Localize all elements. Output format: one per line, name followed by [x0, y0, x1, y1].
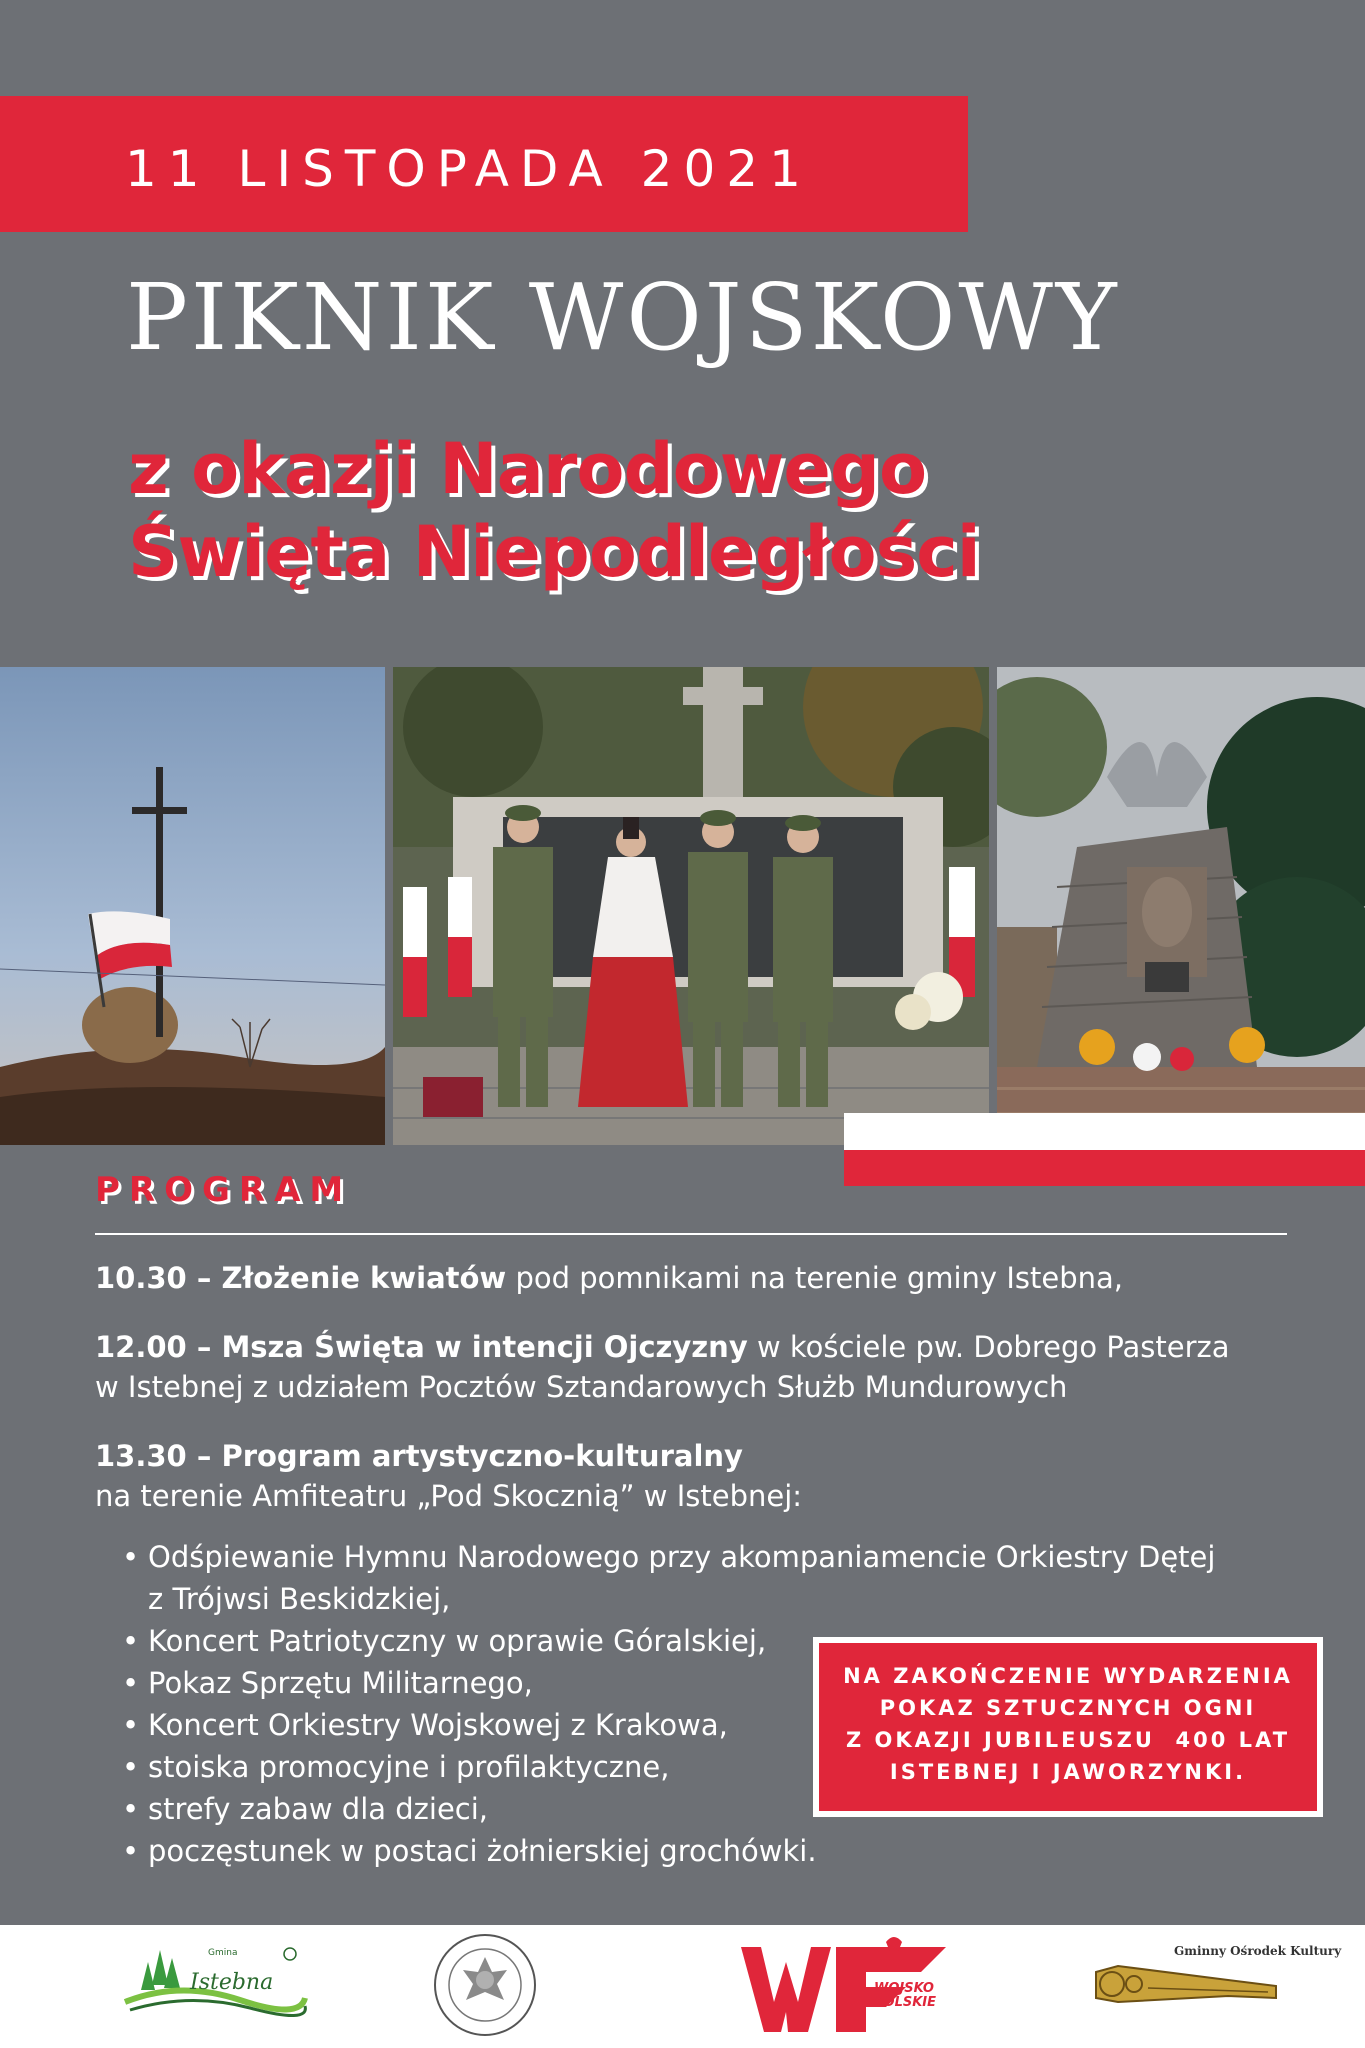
wojsko-polskie-line-1: WOJSKO	[874, 1981, 934, 1996]
subtitle-line-1: z okazji Narodowego	[128, 428, 927, 510]
program-item-3: 13.30 – Program artystyczno-kulturalny na terenie Amfiteatru „Pod Skocznią” w Istebnej:	[95, 1436, 802, 1516]
list-item: • poczęstunek w postaci żołnierskiej grochówki.	[118, 1830, 1215, 1872]
program-item-3-rest: na terenie Amfiteatru „Pod Skocznią” w Istebnej:	[95, 1479, 803, 1513]
wojsko-polskie-text	[874, 1982, 936, 2010]
program-item-3-title: Program artystyczno-kulturalny	[221, 1439, 743, 1473]
note-line-4: ISTEBNEJ I JAWORZYNKI.	[889, 1760, 1247, 1784]
istebna-logo	[120, 1940, 310, 2030]
gok-logo-text: Gminny Ośrodek Kultury	[1174, 1944, 1342, 1958]
list-item: • Odśpiewanie Hymnu Narodowego przy akompaniamencie Orkiestry Dętej	[118, 1536, 1215, 1578]
program-item-3-time: 13.30	[95, 1439, 187, 1473]
fireworks-note-text	[819, 1660, 1317, 1788]
list-item-continuation: z Trójwsi Beskidzkiej,	[148, 1582, 451, 1616]
list-item: • Pokaz Sprzętu Militarnego,	[118, 1662, 1215, 1704]
photo-eagle-monument	[997, 667, 1365, 1145]
note-line-2: POKAZ SZTUCZNYCH OGNI	[879, 1696, 1257, 1720]
note-line-3: Z OKAZJI JUBILEUSZU 400 LAT	[845, 1728, 1291, 1752]
event-subtitle	[128, 428, 980, 593]
subtitle-line-2: Święta Niepodległości	[128, 510, 980, 593]
list-item: • strefy zabaw dla dzieci,	[118, 1788, 1215, 1830]
program-item-1-time: 10.30	[95, 1261, 187, 1295]
list-item: • Koncert Patriotyczny w oprawie Góralskiej,	[118, 1620, 1215, 1662]
ministry-defence-emblem	[432, 1932, 538, 2038]
photo-soldiers-memorial	[393, 667, 989, 1145]
program-divider	[95, 1233, 1287, 1235]
list-item: • Koncert Orkiestry Wojskowej z Krakowa,	[118, 1704, 1215, 1746]
gok-logo	[1088, 1940, 1342, 2024]
program-item-2-time: 12.00	[95, 1330, 187, 1364]
event-title: PIKNIK WOJSKOWY	[126, 264, 1120, 371]
program-item-2: 12.00 – Msza Święta w intencji Ojczyzny w kościele pw. Dobrego Pasterza w Istebnej z udziałem Pocztów Sztandarowych Służb Mundurowych	[95, 1327, 1230, 1407]
note-line-1: NA ZAKOŃCZENIE WYDARZENIA	[843, 1664, 1293, 1688]
wojsko-polskie-line-2: POLSKIE	[874, 1995, 937, 2010]
decor-red-strip	[844, 1150, 1365, 1186]
istebna-logo-small-text: Gmina	[208, 1948, 238, 1958]
program-item-2-rest2: w Istebnej z udziałem Pocztów Sztandarowych Służb Mundurowych	[95, 1370, 1068, 1404]
program-item-1-title: Złożenie kwiatów	[221, 1261, 507, 1295]
program-item-1: 10.30 – Złożenie kwiatów pod pomnikami na terenie gminy Istebna,	[95, 1261, 1123, 1295]
photo-cross-hill	[0, 667, 385, 1145]
wojsko-polskie-logo	[736, 1932, 956, 2040]
program-item-1-rest: pod pomnikami na terenie gminy Istebna,	[515, 1261, 1123, 1295]
program-item-2-title: Msza Święta w intencji Ojczyzny	[221, 1330, 748, 1364]
program-item-2-rest: w kościele pw. Dobrego Pasterza	[756, 1330, 1230, 1364]
program-heading: PROGRAM	[95, 1170, 353, 1210]
istebna-logo-text: Istebna	[190, 1970, 274, 1995]
list-item: • stoiska promocyjne i profilaktyczne,	[118, 1746, 1215, 1788]
event-date: 11 LISTOPADA 2021	[125, 140, 812, 198]
